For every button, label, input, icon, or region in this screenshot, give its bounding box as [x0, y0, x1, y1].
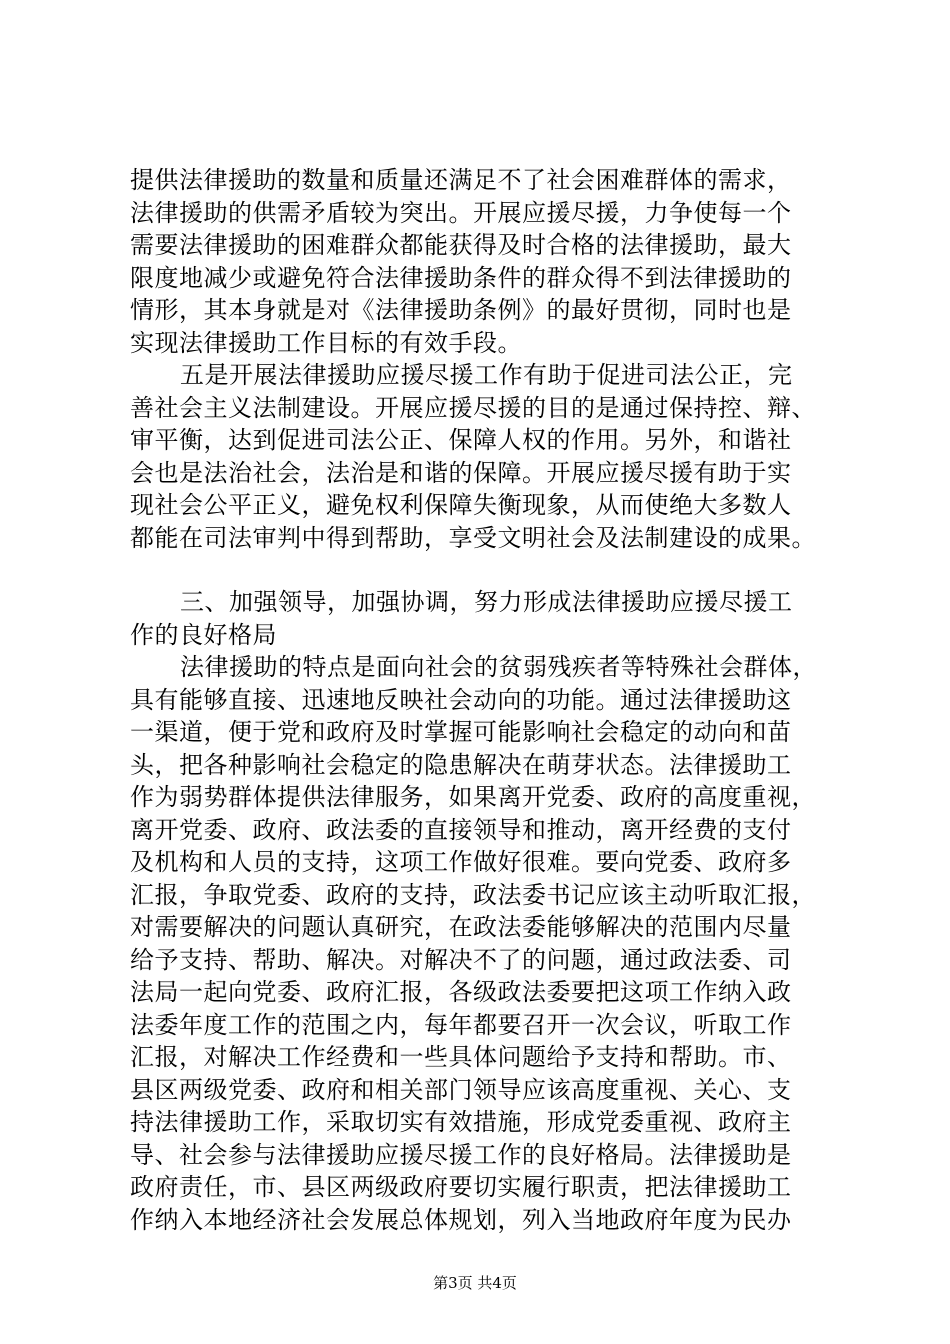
text-line: 提供法律援助的数量和质量还满足不了社会困难群体的需求，: [130, 166, 792, 194]
text-line: 汇报，争取党委、政府的支持，政法委书记应该主动听取汇报，: [130, 880, 816, 909]
text-line: 法律援助的供需矛盾较为突出。开展应援尽援，力争使每一个: [130, 198, 792, 227]
text-line: 导、社会参与法律援助应援尽援工作的良好格局。法律援助是: [130, 1140, 792, 1169]
paragraph-continued: [130, 164, 842, 359]
text-line: 具有能够直接、迅速地反映社会动向的功能。通过法律援助这: [130, 685, 792, 714]
paragraph-point-five: [130, 359, 842, 554]
paragraph-gap: [130, 554, 842, 586]
paragraph-section-three: [130, 651, 842, 1236]
text-line: 限度地减少或避免符合法律援助条件的群众得不到法律援助的: [130, 263, 792, 292]
text-line: 汇报，对解决工作经费和一些具体问题给予支持和帮助。市、: [130, 1043, 792, 1071]
text-line: 对需要解决的问题认真研究，在政法委能够解决的范围内尽量: [130, 913, 792, 941]
text-line: 及机构和人员的支持，这项工作做好很难。要向党委、政府多: [130, 848, 792, 876]
text-line: 县区两级党委、政府和相关部门领导应该高度重视、关心、支: [130, 1075, 792, 1104]
text-line: 一渠道，便于党和政府及时掌握可能影响社会稳定的动向和苗: [130, 718, 792, 746]
text-line: 作纳入本地经济社会发展总体规划，列入当地政府年度为民办: [130, 1205, 792, 1234]
text-line: 政府责任，市、县区两级政府要切实履行职责，把法律援助工: [130, 1173, 792, 1201]
text-line: 都能在司法审判中得到帮助，享受文明社会及法制建设的成果。: [130, 523, 816, 552]
text-line: 会也是法治社会，法治是和谐的保障。开展应援尽援有助于实: [130, 458, 792, 487]
heading-line: 三、加强领导，加强协调，努力形成法律援助应援尽援工: [180, 588, 793, 616]
text-line: 现社会公平正义，避免权利保障失衡现象，从而使绝大多数人: [130, 491, 792, 519]
text-line: 审平衡，达到促进司法公正、保障人权的作用。另外，和谐社: [130, 426, 792, 454]
page-number-footer: 第3页 共4页: [433, 1274, 517, 1292]
text-line: 情形，其本身就是对《法律援助条例》的最好贯彻，同时也是: [130, 296, 792, 324]
text-line: 作为弱势群体提供法律服务，如果离开党委、政府的高度重视，: [130, 783, 816, 811]
text-line: 头，把各种影响社会稳定的隐患解决在萌芽状态。法律援助工: [130, 750, 792, 779]
heading-line: 作的良好格局: [130, 620, 277, 649]
text-line: 实现法律援助工作目标的有效手段。: [130, 328, 522, 357]
text-line: 给予支持、帮助、解决。对解决不了的问题，通过政法委、司: [130, 945, 792, 974]
section-heading: [130, 586, 842, 651]
body-text: [130, 164, 842, 1236]
text-line: 五是开展法律援助应援尽援工作有助于促进司法公正，完: [180, 361, 793, 389]
text-line: 需要法律援助的困难群众都能获得及时合格的法律援助，最大: [130, 231, 792, 259]
text-line: 持法律援助工作，采取切实有效措施，形成党委重视、政府主: [130, 1108, 792, 1136]
text-line: 法委年度工作的范围之内，每年都要召开一次会议，听取工作: [130, 1010, 792, 1039]
text-line: 善社会主义法制建设。开展应援尽援的目的是通过保持控、辩、: [130, 393, 816, 422]
text-line: 法局一起向党委、政府汇报，各级政法委要把这项工作纳入政: [130, 978, 792, 1006]
text-line: 离开党委、政府、政法委的直接领导和推动，离开经费的支付: [130, 815, 792, 844]
text-line: 法律援助的特点是面向社会的贫弱残疾者等特殊社会群体，: [180, 653, 817, 681]
